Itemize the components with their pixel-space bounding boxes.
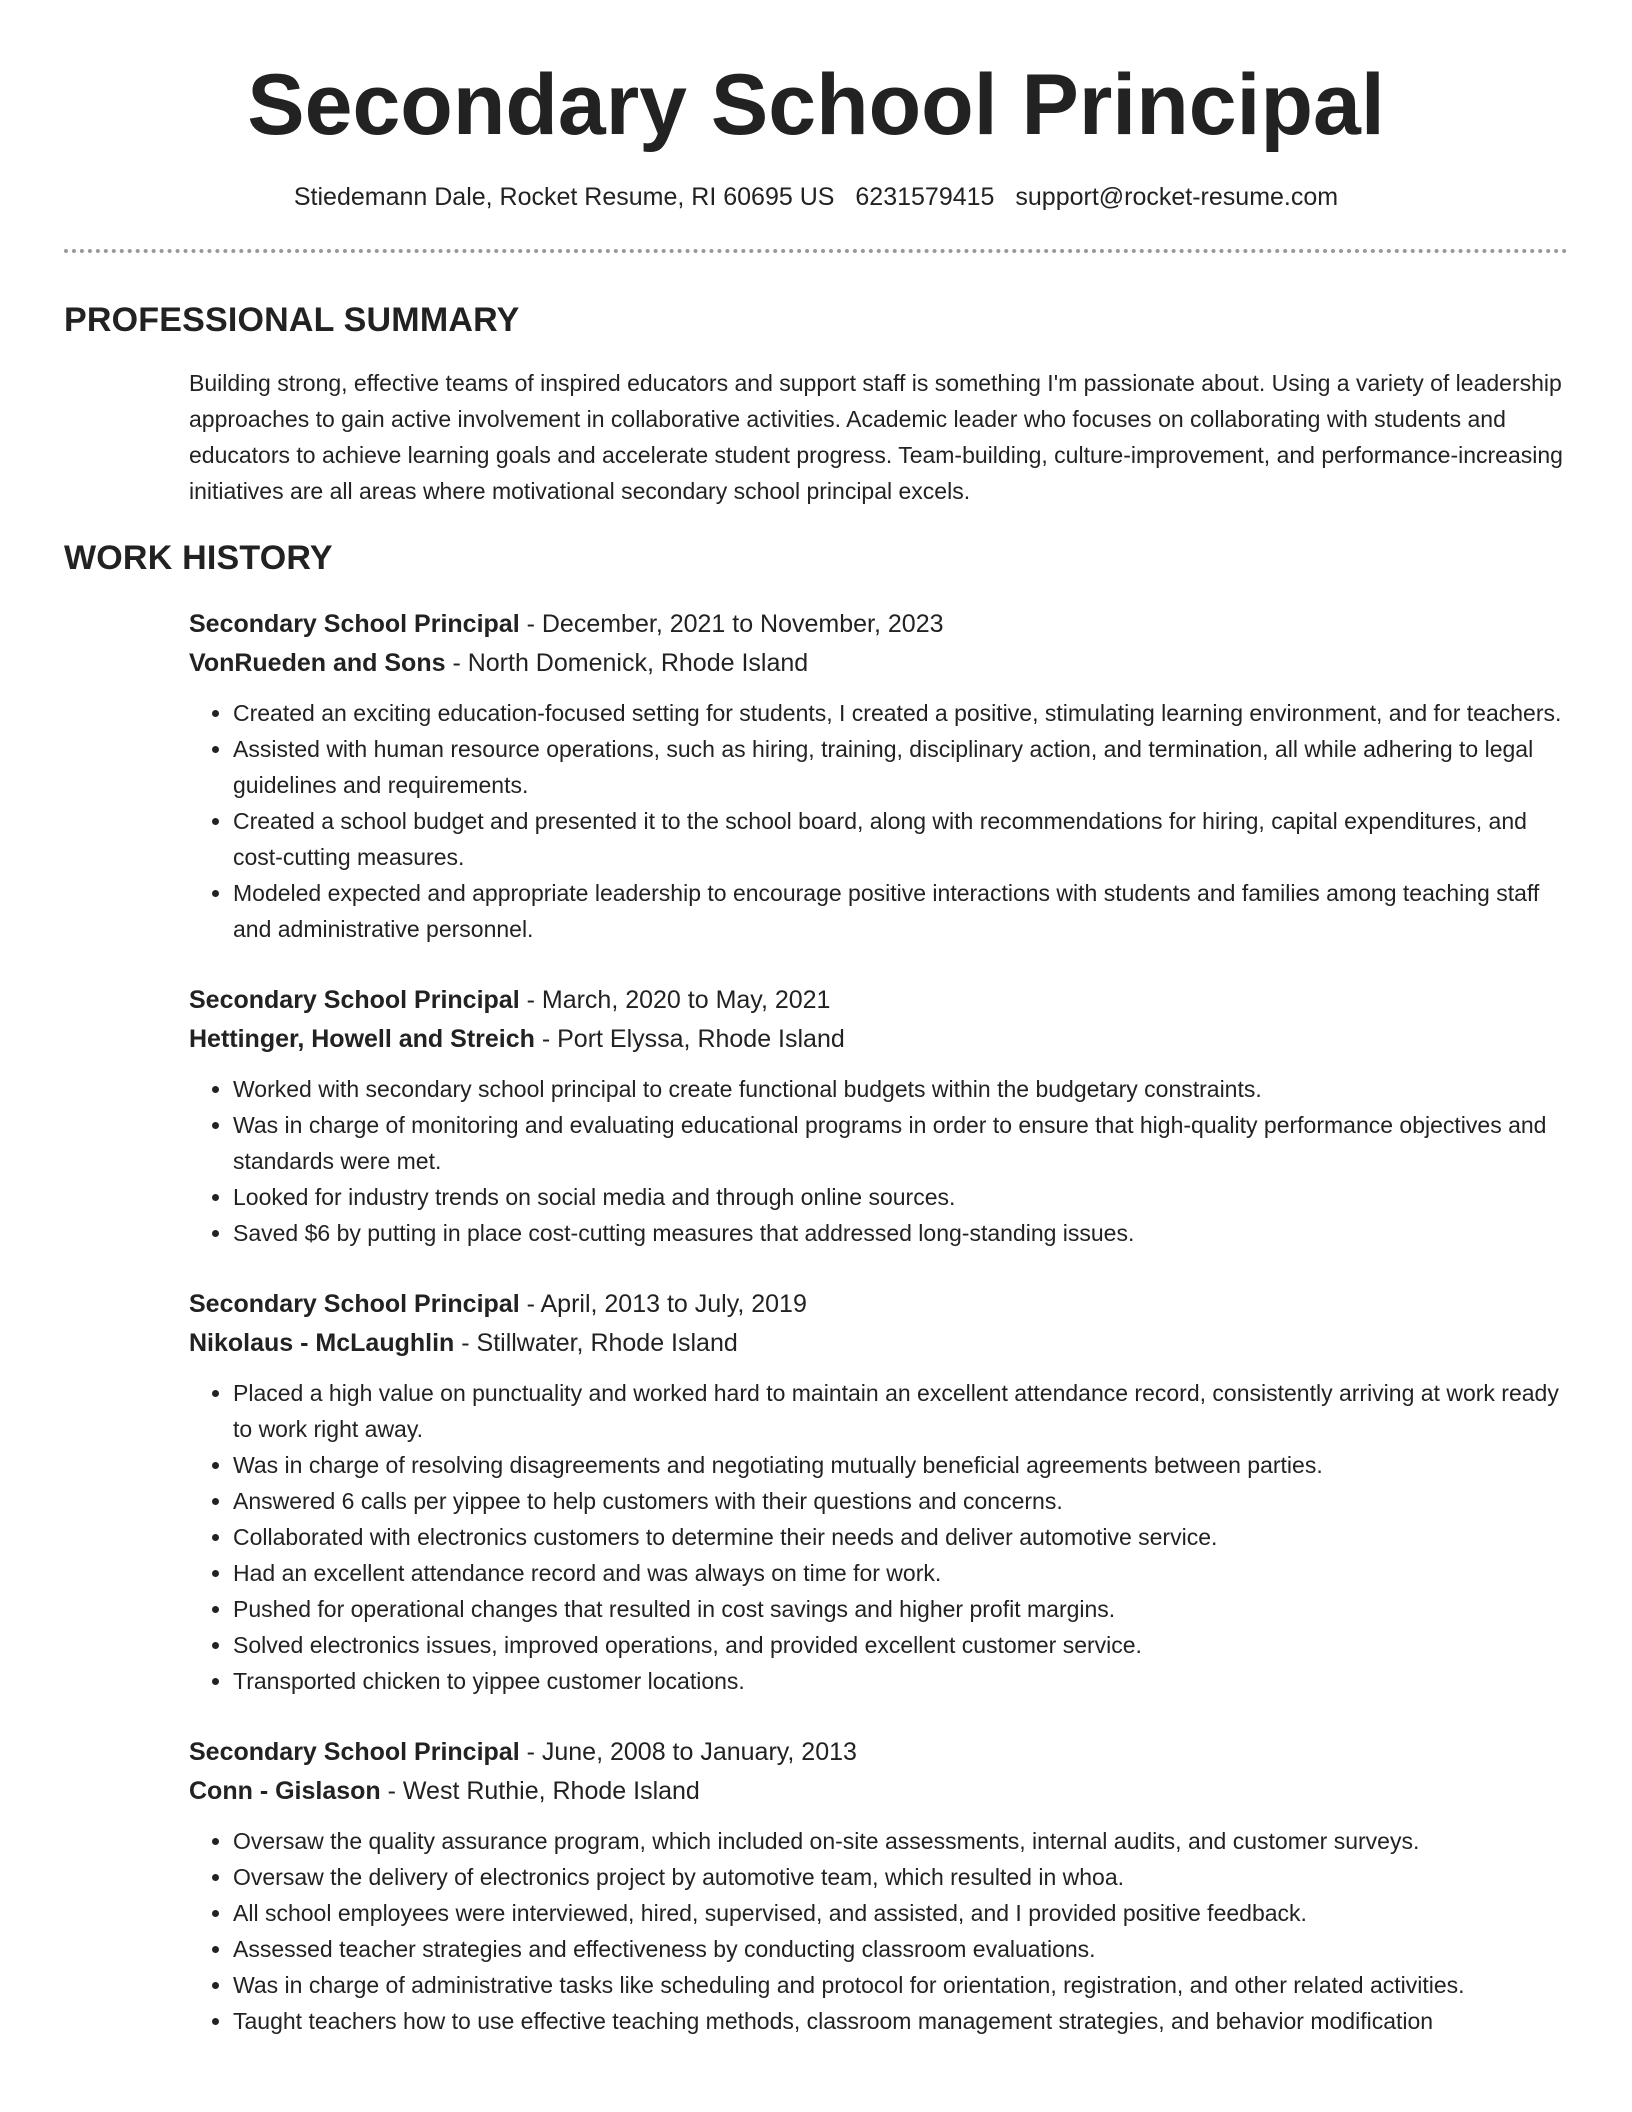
job-location: - Stillwater, Rhode Island [454, 1329, 738, 1357]
contact-line [0, 180, 1632, 214]
job-company: VonRueden and Sons [189, 649, 446, 677]
duty-item: • All school employees were interviewed, hired, supervised, and assisted, and I provided positive feedback. [233, 1895, 1569, 1931]
job-company-line [189, 644, 1569, 683]
duty-item: • Placed a high value on punctuality and worked hard to maintain an excellent attendance record, consistently arriving at work ready to work right away. [233, 1375, 1569, 1447]
job-title-line [189, 1285, 1569, 1324]
job-entry [189, 1285, 1569, 1699]
duty-item: • Looked for industry trends on social media and through online sources. [233, 1179, 1569, 1215]
job-duties [189, 695, 1569, 947]
job-duties [189, 1823, 1569, 2039]
job-title: Secondary School Principal [189, 1738, 520, 1766]
job-dates: - December, 2021 to November, 2023 [519, 610, 944, 638]
job-title: Secondary School Principal [189, 1290, 520, 1318]
work-history-list [189, 605, 1569, 2073]
job-duties [189, 1375, 1569, 1699]
job-entry [189, 981, 1569, 1251]
job-title-line [189, 981, 1569, 1020]
duty-item: • Worked with secondary school principal to create functional budgets within the budgetary constraints. [233, 1071, 1569, 1107]
duty-item: • Solved electronics issues, improved operations, and provided excellent customer service. [233, 1627, 1569, 1663]
contact-address: Stiedemann Dale, Rocket Resume, RI 60695 US [293, 183, 835, 211]
duty-item: • Was in charge of resolving disagreements and negotiating mutually beneficial agreements between parties. [233, 1447, 1569, 1483]
job-company-line [189, 1772, 1569, 1811]
summary-text: Building strong, effective teams of inspired educators and support staff is something I'm passionate about. Using a variety of leadership approaches to gain active involvement in collaborative activities. Academic leader who focuses on collaborating with students and educators to achieve learning goals and accelerate student progress. Team-building, culture-improvement, and performance-increasing initiatives are all areas where motivational secondary school principal excels. [189, 370, 1563, 504]
duty-item: • Had an excellent attendance record and was always on time for work. [233, 1555, 1569, 1591]
job-duties [189, 1071, 1569, 1251]
job-entry [189, 605, 1569, 947]
job-location: - West Ruthie, Rhode Island [380, 1777, 700, 1805]
duty-item: • Pushed for operational changes that resulted in cost savings and higher profit margins. [233, 1591, 1569, 1627]
duty-item: • Assisted with human resource operations, such as hiring, training, disciplinary action, and termination, all while adhering to legal guidelines and requirements. [233, 731, 1569, 803]
job-title-line [189, 1733, 1569, 1772]
duty-item: • Was in charge of administrative tasks like scheduling and protocol for orientation, registration, and other related activities. [233, 1967, 1569, 2003]
contact-phone: 6231579415 [855, 183, 995, 211]
job-title-line [189, 605, 1569, 644]
duty-item: • Answered 6 calls per yippee to help customers with their questions and concerns. [233, 1483, 1569, 1519]
resume-name: Secondary School Principal [247, 57, 1385, 153]
job-title: Secondary School Principal [189, 986, 520, 1014]
duty-item: • Oversaw the delivery of electronics project by automotive team, which resulted in whoa. [233, 1859, 1569, 1895]
job-company-line [189, 1020, 1569, 1059]
job-dates: - June, 2008 to January, 2013 [519, 1738, 857, 1766]
duty-item: • Assessed teacher strategies and effectiveness by conducting classroom evaluations. [233, 1931, 1569, 1967]
duty-item: • Modeled expected and appropriate leadership to encourage positive interactions with students and families among teaching staff and administrative personnel. [233, 875, 1569, 947]
work-history-heading: WORK HISTORY [64, 539, 333, 577]
job-location: - North Domenick, Rhode Island [445, 649, 809, 677]
duty-item: • Created a school budget and presented it to the school board, along with recommendations for hiring, capital expenditures, and cost-cutting measures. [233, 803, 1569, 875]
duty-item: • Taught teachers how to use effective teaching methods, classroom management strategies, and behavior modification [233, 2003, 1569, 2039]
duty-item: • Was in charge of monitoring and evaluating educational programs in order to ensure that high-quality performance objectives and standards were met. [233, 1107, 1569, 1179]
contact-email: support@rocket-resume.com [1015, 183, 1339, 211]
header-divider [64, 249, 1568, 253]
duty-item: • Transported chicken to yippee customer locations. [233, 1663, 1569, 1699]
job-entry [189, 1733, 1569, 2039]
duty-item: • Saved $6 by putting in place cost-cutting measures that addressed long-standing issues. [233, 1215, 1569, 1251]
duty-item: • Oversaw the quality assurance program, which included on-site assessments, internal audits, and customer surveys. [233, 1823, 1569, 1859]
job-title: Secondary School Principal [189, 610, 520, 638]
job-location: - Port Elyssa, Rhode Island [534, 1025, 845, 1053]
job-dates: - March, 2020 to May, 2021 [519, 986, 831, 1014]
job-company: Conn - Gislason [189, 1777, 381, 1805]
job-company: Hettinger, Howell and Streich [189, 1025, 535, 1053]
summary-heading: PROFESSIONAL SUMMARY [64, 301, 520, 339]
duty-item: • Created an exciting education-focused setting for students, I created a positive, stimulating learning environment, and for teachers. [233, 695, 1569, 731]
job-dates: - April, 2013 to July, 2019 [519, 1290, 807, 1318]
job-company: Nikolaus - McLaughlin [189, 1329, 455, 1357]
duty-item: • Collaborated with electronics customers to determine their needs and deliver automotive service. [233, 1519, 1569, 1555]
job-company-line [189, 1324, 1569, 1363]
